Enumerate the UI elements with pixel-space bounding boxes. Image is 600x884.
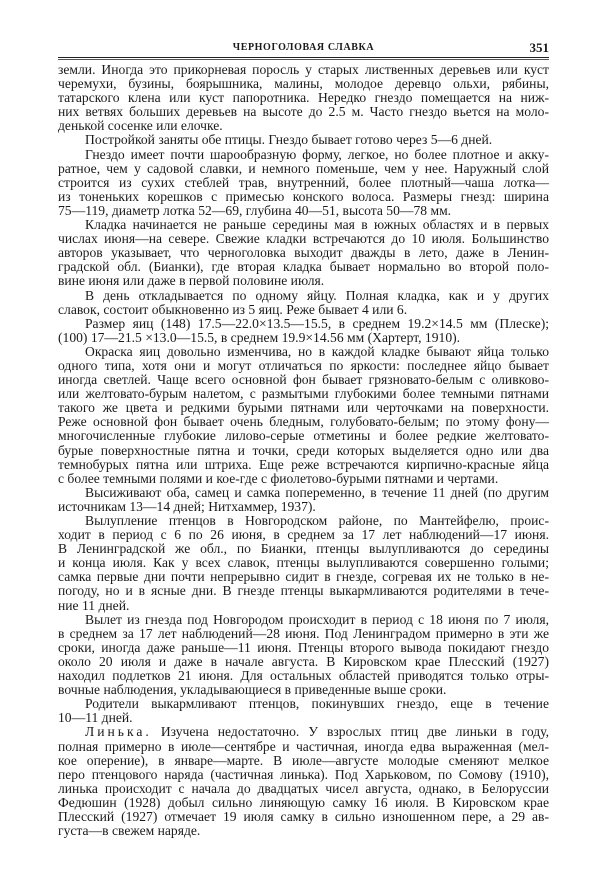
- text-line: Вылет из гнезда под Новгородом происходит в период с 18 июня по 7 июля,: [85, 611, 549, 627]
- text-line: погоду, но и в ясные дни. В гнезде птенцы выкармливаются родителями в тече-: [58, 583, 549, 599]
- text-line: числах июня—на севере. Свежие кладки встречаются до 10 июля. Большинство: [58, 231, 549, 247]
- text-line: ние 11 дней.: [58, 597, 130, 613]
- text-line: черемухи, бузины, боярышника, малины, молодое деревцо ольхи, рябины,: [58, 76, 549, 92]
- text-line: или желтовато-бурым налетом, с размытыми глубокими более темными пятнами: [58, 386, 549, 402]
- text-line: денькой сосенке или елочке.: [58, 118, 223, 134]
- text-line: Вылупление птенцов в Новгородском районе, по Мантейфелю, проис-: [85, 513, 549, 528]
- text-line: строится из сухих стеблей трав, внутренний, более плотный—чаша лотка—: [58, 174, 549, 190]
- paragraph: [58, 486, 549, 514]
- text-line: сроки, иногда даже раньше—11 июня. Птенцы второго вывода покидают гнездо: [58, 639, 549, 655]
- text-line: такого же цвета и редкими бурыми пятнами или черточками на поверхности.: [58, 400, 549, 416]
- text-line: [58, 725, 549, 739]
- text-line: Кладка начинается не раньше середины мая в южных областях и в первых: [85, 217, 549, 233]
- text-line: многочисленные глубокие лилово-серые отметины и более редкие желтовато-: [58, 428, 549, 444]
- text-line: самка первые дни почти непрерывно сидит в гнезде, согревая их не только в не-: [58, 569, 549, 585]
- text-line: земли. Иногда это прикорневая поросль у старых лиственных деревьев или куст: [58, 62, 549, 77]
- running-title: ЧЕРНОГОЛОВАЯ СЛАВКА: [232, 42, 375, 53]
- text-line: Постройкой заняты обе птицы. Гнездо бывает готово через 5—6 дней.: [85, 132, 493, 148]
- paragraph: [58, 345, 549, 486]
- text-line: источникам 13—14 дней; Нитхаммер, 1937).: [58, 498, 316, 514]
- text-line: ходит в период с 6 по 26 июня, в среднем за 17 лет наблюдений—17 июня.: [58, 527, 549, 543]
- text-line: Размер яиц (148) 17.5—22.0×13.5—15.5, в среднем 19.2×14.5 мм (Плеске);: [85, 315, 549, 331]
- text-line: кое оперение), в январе—марте. В июле—августе молодые сменяют мелкое: [58, 752, 549, 768]
- section-lead: Линька.: [85, 724, 152, 740]
- paragraph: [58, 725, 549, 838]
- text-line: Окраска яиц довольно изменчива, но в каждой кладке бывают яйца только: [85, 343, 549, 359]
- text-line: линька происходит с начала до двадцатых чисел августа, однако, в Белоруссии: [58, 780, 549, 796]
- text-line: Плесский (1927) отмечает 19 июля самку в сильно изношенном пере, а 29 ав-: [58, 808, 549, 824]
- text-line: татарского клена или куст папоротника. Нередко гнездо помещается на ниж-: [58, 90, 549, 106]
- text-line: Родители выкармливают птенцов, покинувших гнездо, еще в течение: [85, 696, 549, 712]
- text-line: полная примерно в июле—сентябре и частичная, иногда едва выраженная (мел-: [58, 738, 549, 754]
- text-line: В Ленинградской же обл., по Бианки, птенцы вылупливаются до середины: [58, 541, 549, 557]
- text-line: славок, состоит обыкновенно из 5 яиц. Реже бывает 4 или 6.: [58, 301, 408, 317]
- paragraph: [58, 697, 549, 725]
- text-line: Реже основной фон бывает очень бледным, голубовато-белым; по этому фону—: [58, 414, 549, 430]
- text-line: находил подлетков 21 июня. Для остальных областей приводятся только отры-: [58, 668, 549, 684]
- line-text: Изучена недостаточно. У взрослых птиц две линьки в году,: [151, 724, 549, 740]
- text-line: из тоненьких корешков с примесью конского волоса. Размеры гнезд: ширина: [58, 188, 549, 204]
- text-line: вине июня или даже в первой половине июля.: [58, 273, 325, 289]
- text-line: авторов указывает, что черноголовка выходит дважды в лето, даже в Ленин-: [58, 245, 549, 261]
- text-line: Гнездо имеет почти шарообразную форму, легкое, но более плотное и акку-: [85, 146, 549, 162]
- paragraph: [58, 63, 549, 133]
- text-line: (100) 17—21.5 ×13.0—15.5, в среднем 19.9×14.56 мм (Хартерт, 1910).: [58, 329, 461, 345]
- text-line: с более темными полями и кое-где с фиолетово-бурыми пятнами и чертами.: [58, 470, 499, 486]
- paragraph: [58, 514, 549, 613]
- text-line: около 20 июля и даже в начале августа. В Кировском крае Плесский (1927): [58, 653, 549, 669]
- text-line: В день откладывается по одному яйцу. Полная кладка, как и у других: [85, 287, 549, 303]
- text-line: ратное, чем у садовой славки, и немного поменьше, чем у нее. Наружный слой: [58, 160, 549, 176]
- text-line: вочные наблюдения, укладывающиеся в приведенные выше сроки.: [58, 682, 447, 698]
- text-line: бурые поверхностные пятна и точки, среди которых выделяется одно или два: [58, 442, 549, 458]
- text-line: 10—11 дней.: [58, 710, 133, 726]
- paragraph: [58, 317, 549, 345]
- text-line: одного типа, хотя они и могут отличаться по яркости: последнее яйцо бывает: [58, 357, 549, 373]
- page-number: 351: [529, 40, 549, 55]
- header-rule: [58, 57, 549, 60]
- text-line: темнобурых пятна или штриха. Еще реже встречаются кирпично-красные яйца: [58, 456, 549, 472]
- page-header: [58, 40, 549, 56]
- text-line: Федюшин (1928) добыл сильно линяющую самку 16 июля. В Кировском крае: [58, 794, 549, 810]
- body-text: [58, 63, 549, 838]
- paragraph: [58, 133, 549, 147]
- text-line: в среднем за 17 лет наблюдений—28 июня. Под Ленинградом примерно в эти же: [58, 625, 549, 641]
- text-line: и конца июля. Как у всех славок, птенцы вылупливаются совершенно голыми;: [58, 555, 549, 571]
- text-line: перо птенцового наряда (частичная линька). Под Харьковом, по Сомову (1910),: [58, 766, 549, 782]
- text-line: Высиживают оба, самец и самка попеременно, в течение 11 дней (по другим: [85, 484, 549, 500]
- paragraph: [58, 613, 549, 698]
- text-line: 75—119, диаметр лотка 52—69, глубина 40—51, высота 50—78 мм.: [58, 202, 452, 218]
- paragraph: [58, 218, 549, 288]
- paragraph: [58, 289, 549, 317]
- text-line: иногда светлей. Чаще всего основной фон бывает грязновато-белым с оливково-: [58, 372, 549, 388]
- text-line: градской обл. (Бианки), где вторая кладка бывает нормально во второй поло-: [58, 259, 549, 275]
- text-line: густа—в свежем наряде.: [58, 823, 201, 839]
- paragraph: [58, 148, 549, 218]
- text-line: них ветвях больших деревьев на высоте до 2.5 м. Часто гнездо вьется на моло-: [58, 104, 549, 120]
